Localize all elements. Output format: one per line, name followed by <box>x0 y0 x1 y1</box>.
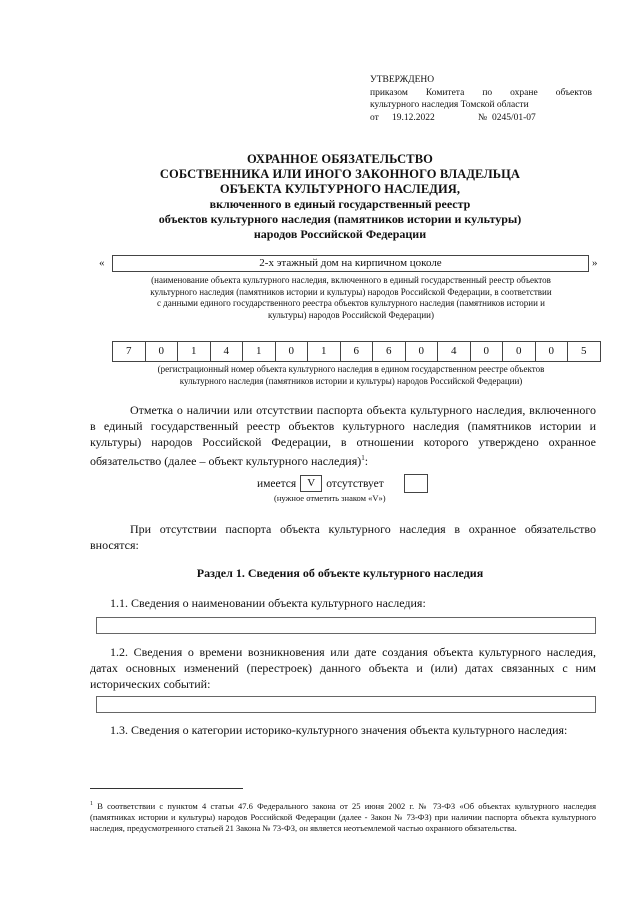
footnote-separator <box>90 788 243 789</box>
passport-paragraph <box>90 402 596 469</box>
item-1-3-label: 1.3. Сведения о категории историко-культурного значения объекта культурного наследия: <box>110 723 568 737</box>
reg-digit: 1 <box>308 342 341 361</box>
caption-line: культуры) народов Российской Федерации) <box>268 309 434 320</box>
reg-digit: 0 <box>471 342 504 361</box>
approval-line1 <box>370 87 592 100</box>
title-line6: народов Российской Федерации <box>253 227 427 241</box>
item-1-1-label: 1.1. Сведения о наименовании объекта культурного наследия: <box>110 596 426 610</box>
caption-line: (наименование объекта культурного наследия, включенного в единый государственный реестр объектов <box>151 275 551 285</box>
reg-digit: 0 <box>503 342 536 361</box>
footnote-text: В соответствии с пунктом 4 статьи 47.6 Федерального закона от 25 июня 2002 г. № 73-ФЗ «Об объектах культурного наследия (памятниках истории и культуры) народов Российской Федерации (далее - Закон № 73-ФЗ) при наличии паспорта объекта культурного наследия, предусмотренного статьей 21 Закона № 73-ФЗ, он является неотъемлемой частью охранного обязательства. <box>90 800 596 833</box>
order-no: 0245/01-07 <box>492 112 536 123</box>
order-no-label: № <box>478 112 488 123</box>
word: приказом <box>370 87 408 98</box>
reg-digit: 1 <box>243 342 276 361</box>
reg-digit: 4 <box>211 342 244 361</box>
mark-note: (нужное отметить знаком «V») <box>274 493 386 503</box>
word: объектов <box>555 87 592 98</box>
title-line4: включенного в единый государственный реестр <box>209 197 471 211</box>
caption-line: (регистрационный номер объекта культурного наследия в едином государственном реестре объектов <box>157 364 545 374</box>
footnote-ref: 1 <box>361 454 365 462</box>
document-title <box>40 152 640 242</box>
item-1-1-field[interactable] <box>96 617 596 634</box>
object-name-field[interactable]: 2-х этажный дом на кирпичном цоколе <box>112 255 589 272</box>
approval-line2: культурного наследия Томской области <box>370 100 529 110</box>
absent-checkbox[interactable] <box>404 474 428 493</box>
title-line5: объектов культурного наследия (памятников истории и культуры) <box>158 212 522 226</box>
caption-line: культурного наследия (памятников истории и культуры) народов Российской Федерации, в соответствии <box>150 286 552 297</box>
title-line1: ОХРАННОЕ ОБЯЗАТЕЛЬСТВО <box>247 152 433 166</box>
word: по <box>482 87 493 98</box>
passport-availability <box>257 474 428 493</box>
absent-label: отсутствует <box>326 477 384 490</box>
reg-digit: 4 <box>438 342 471 361</box>
approval-order <box>370 112 592 125</box>
word: Комитета <box>425 87 465 98</box>
has-label: имеется <box>257 477 297 490</box>
title-line3: ОБЪЕКТА КУЛЬТУРНОГО НАСЛЕДИЯ, <box>219 182 461 196</box>
reg-digit: 0 <box>406 342 439 361</box>
footnote <box>90 799 596 834</box>
word: охране <box>510 87 538 98</box>
registration-number[interactable] <box>112 341 601 362</box>
approval-heading: УТВЕРЖДЕНО <box>370 75 435 85</box>
title-line2: СОБСТВЕННИКА ИЛИ ИНОГО ЗАКОННОГО ВЛАДЕЛЬЦА <box>159 167 521 181</box>
reg-digit: 0 <box>276 342 309 361</box>
registration-caption <box>105 364 597 387</box>
open-quote: « <box>99 257 105 269</box>
reg-digit: 0 <box>146 342 179 361</box>
approval-block <box>370 74 592 124</box>
passport-text-end: : <box>364 454 369 468</box>
order-prefix: от <box>370 112 379 123</box>
reg-digit: 1 <box>178 342 211 361</box>
item-1-2-field[interactable] <box>96 696 596 713</box>
reg-digit: 6 <box>341 342 374 361</box>
absence-paragraph: При отсутствии паспорта объекта культурного наследия в охранное обязательство вносятся: <box>90 522 596 552</box>
section1-title: Раздел 1. Сведения об объекте культурного наследия <box>196 566 484 580</box>
reg-digit: 7 <box>113 342 146 361</box>
passport-text: Отметка о наличии или отсутствии паспорта объекта культурного наследия, включенного в единый государственный реестр объектов культурного наследия (памятников истории и культуры) народов Российской Федерации, в отношении которого утверждено охранное обязательство (далее – объект культурного наследия) <box>90 403 596 468</box>
item-1-2-label: 1.2. Сведения о времени возникновения или дате создания объекта культурного наследия, датах основных изменений (перестроек) данного объекта и (или) датах связанных с ним исторических событий: <box>90 645 596 691</box>
has-checkbox[interactable]: V <box>300 475 322 492</box>
order-date: 19.12.2022 <box>392 112 435 123</box>
reg-digit: 0 <box>536 342 569 361</box>
close-quote: » <box>592 257 598 269</box>
caption-line: с данными единого государственного реестра объектов культурного наследия (памятников истории и <box>156 298 546 309</box>
object-name-caption <box>112 275 590 321</box>
footnote-mark: 1 <box>90 801 93 807</box>
reg-digit: 5 <box>581 345 587 357</box>
reg-digit: 6 <box>373 342 406 361</box>
caption-line: культурного наследия (памятников истории и культуры) народов Российской Федерации) <box>179 375 523 386</box>
